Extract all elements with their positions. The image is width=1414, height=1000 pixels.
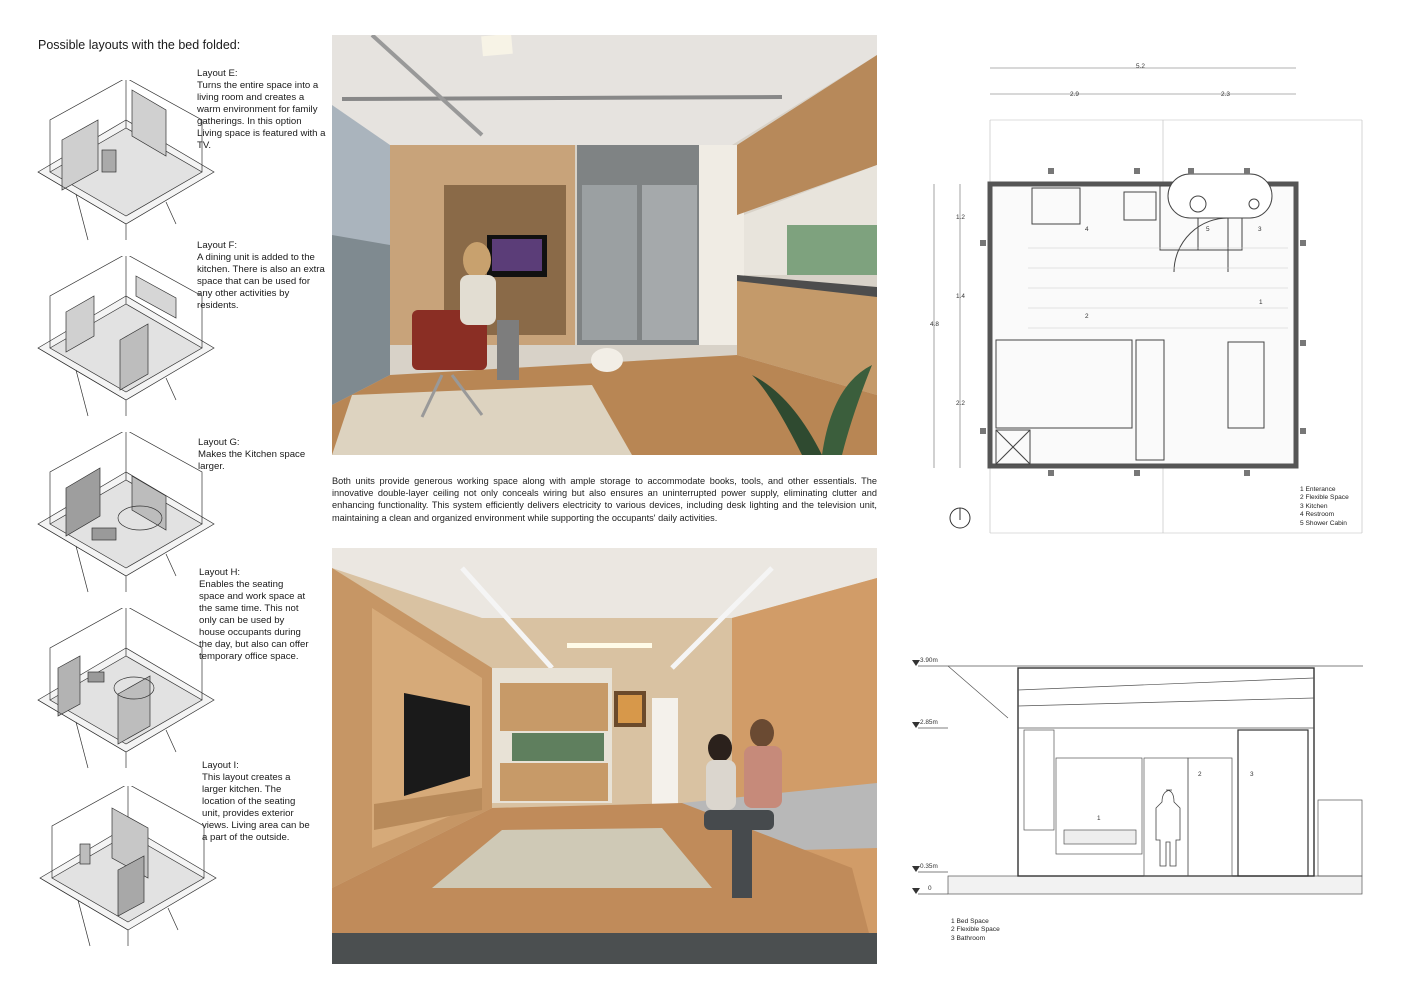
layout-e-text — [197, 68, 327, 152]
layout-i-description: This layout creates a larger kitchen. The location of the seating unit, provides exterior views. Living area can be a part of the outside. — [202, 772, 310, 843]
layout-h-isometric — [36, 608, 216, 770]
page-heading: Possible layouts with the bed folded: — [38, 38, 241, 52]
section-level-floor: 0.35m — [920, 863, 938, 870]
layout-i-title: Layout I: — [202, 760, 239, 771]
plan-room-4: 4 — [1085, 226, 1089, 233]
plan-dim-height: 4.8 — [930, 321, 939, 328]
plan-dim-total: 5.2 — [1136, 63, 1145, 70]
plan-room-3: 3 — [1258, 226, 1262, 233]
section-room-1: 1 — [1097, 815, 1101, 822]
interior-render-living — [332, 548, 877, 964]
plan-dim-seg2: 1.4 — [956, 293, 965, 300]
layout-g-isometric — [36, 432, 216, 594]
section-legend-item: 1 Bed Space — [951, 918, 989, 925]
plan-room-5: 5 — [1206, 226, 1210, 233]
plan-legend-item: 5 Shower Cabin — [1300, 519, 1347, 527]
layout-h-description: Enables the seating space and work space at the same time. This not only can be used by house occupants during the day, but also can offer temporary office space. — [199, 579, 309, 662]
plan-room-2: 2 — [1085, 313, 1089, 320]
layout-f-description: A dining unit is added to the kitchen. There is also an extra space that can be used for any other activities by residents. — [197, 252, 325, 311]
layout-g-text — [198, 437, 328, 473]
layout-f-title: Layout F: — [197, 240, 237, 251]
plan-dim-seg1: 1.2 — [956, 214, 965, 221]
section-level-ceiling: 2.85m — [920, 719, 938, 726]
description-paragraph: Both units provide generous working space along with ample storage to accommodate books, tools, and other essentials. The innovative double-layer ceiling not only conceals wiring but also ensures an uninterrupted power supply, eliminating clutter and enhancing functionality. This system efficiently delivers electricity to various devices, including desk lighting and the television unit, maintaining a clean and organized environment while supporting the occupants' daily activities. — [332, 476, 877, 523]
section-room-3: 3 — [1250, 771, 1254, 778]
layout-e-description: Turns the entire space into a living room and creates a warm environment for family gatherings. In this option Living space is featured with a TV. — [197, 80, 326, 151]
plan-room-1: 1 — [1259, 299, 1263, 306]
plan-legend-item: 3 Kitchen — [1300, 502, 1328, 510]
plan-dim-right: 2.3 — [1221, 91, 1230, 98]
plan-legend-item: 4 Restroom — [1300, 511, 1335, 519]
layout-f-text — [197, 240, 327, 312]
layout-g-title: Layout G: — [198, 437, 240, 448]
section-drawing — [908, 650, 1368, 910]
section-level-ground: 0 — [928, 885, 932, 892]
layout-i-isometric — [38, 786, 218, 948]
layout-e-title: Layout E: — [197, 68, 238, 79]
layout-f-isometric — [36, 256, 216, 418]
section-room-2: 2 — [1198, 771, 1202, 778]
floor-plan — [928, 58, 1368, 538]
section-legend-item: 2 Flexible Space — [951, 926, 1000, 934]
plan-legend-item: 2 Flexible Space — [1300, 494, 1349, 502]
section-legend-item: 3 Bathroom — [951, 934, 986, 942]
section-legend — [951, 918, 1000, 943]
plan-dim-left: 2.9 — [1070, 91, 1079, 98]
plan-legend — [1300, 486, 1349, 528]
layout-g-description: Makes the Kitchen space larger. — [198, 449, 306, 472]
layout-e-isometric — [36, 80, 216, 242]
interior-render-office — [332, 35, 877, 455]
layout-h-title: Layout H: — [199, 567, 241, 578]
section-level-top: 3.90m — [920, 657, 938, 664]
plan-legend-item: 1 Enterance — [1300, 486, 1336, 493]
plan-dim-seg3: 2.2 — [956, 400, 965, 407]
layout-i-text — [202, 760, 314, 844]
